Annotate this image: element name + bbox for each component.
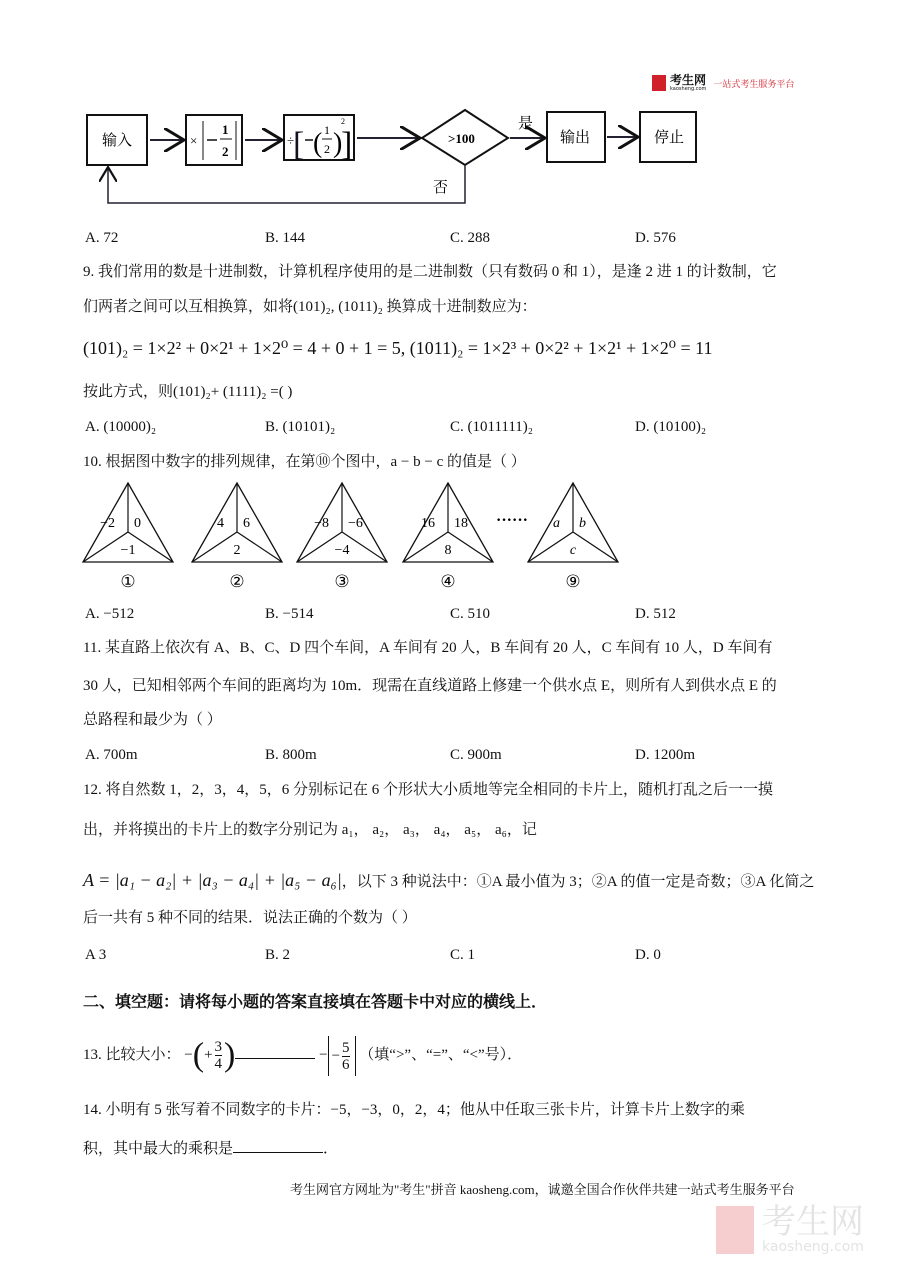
figure-number-label: ④ — [440, 572, 456, 591]
triangle-value-c: −1 — [120, 543, 136, 558]
figure-number-label: ② — [229, 572, 245, 591]
q14-end: ． — [323, 1141, 339, 1157]
triangle-figure — [297, 483, 387, 591]
triangle-value-a: 16 — [421, 516, 435, 531]
q11-option-b[interactable]: B. 800m — [265, 747, 317, 763]
q11-option-a[interactable]: A. 700m — [85, 747, 138, 763]
q9-option-c[interactable]: C. (1011111)₂ — [450, 419, 533, 435]
triangle-divider — [237, 532, 282, 562]
q11-line3: 总路程和最少为（ ） — [83, 712, 222, 728]
step1-denominator: 2 — [222, 144, 229, 159]
q13-minus2: − — [319, 1047, 328, 1063]
q12-option-b[interactable]: B. 2 — [265, 947, 291, 963]
output-label: 输出 — [560, 130, 591, 146]
q11-option-c[interactable]: C. 900m — [450, 747, 502, 763]
triangle-value-b: 0 — [134, 516, 141, 531]
yes-label: 是 — [518, 116, 534, 132]
watermark-mark-icon — [716, 1206, 754, 1254]
q9-formula — [83, 338, 713, 358]
q8-option-a[interactable]: A. 72 — [85, 230, 119, 246]
bracket-right: ] — [341, 126, 353, 163]
q12-line1: 12. 将自然数 1，2，3，4，5，6 分别标记在 6 个形状大小质地等完全相同的卡片上，随机打乱之后一一摸 — [83, 782, 774, 798]
triangle-value-a: 4 — [217, 516, 224, 531]
q14-text: 积，其中最大的乘积是 — [83, 1141, 234, 1157]
paren-left: ( — [313, 128, 323, 159]
triangle-figure — [528, 483, 618, 591]
q8-option-b[interactable]: B. 144 — [265, 230, 306, 246]
q13-abs — [328, 1036, 356, 1076]
figure-number-label: ③ — [334, 572, 350, 591]
footer-text: 考生网官方网址为"考生"拼音 kaosheng.com，诚邀全国合作伙伴共建一站式考生服务平台 — [290, 1182, 795, 1197]
q13-suffix: （填“>”、“=”、“<”号）． — [359, 1047, 523, 1063]
q10-option-a[interactable]: A. −512 — [85, 606, 135, 622]
q11-line2: 30 人，已知相邻两个车间的距离均为 10m．现需在直线道路上修建一个供水点 E，则所有人到供水点 E 的 — [83, 678, 777, 694]
q14-line1: 14. 小明有 5 张写着不同数字的卡片：−5，−3，0，2，4；他从中任取三张卡片，计算卡片上数字的乘 — [83, 1102, 745, 1118]
triangle-value-c: 8 — [444, 543, 452, 558]
triangle-value-a: −2 — [100, 516, 115, 531]
triangle-value-b: b — [579, 516, 586, 531]
q9-option-d[interactable]: D. (10100)₂ — [635, 419, 707, 435]
input-label: 输入 — [102, 133, 133, 149]
q13-num2: 5 — [342, 1039, 350, 1056]
triangle-figure — [83, 483, 173, 591]
stop-label: 停止 — [654, 130, 685, 146]
q12-option-a[interactable]: A 3 — [85, 947, 107, 963]
step2-denominator: 2 — [324, 142, 330, 156]
q13-fraction1 — [215, 1039, 223, 1072]
triangle-value-a: a — [553, 516, 560, 531]
q12-option-d[interactable]: D. 0 — [635, 947, 661, 963]
q13-minus3: − — [331, 1047, 341, 1064]
kaosheng-watermark — [716, 1202, 864, 1255]
q10-option-d[interactable]: D. 512 — [635, 606, 676, 622]
triangle-value-b: 18 — [454, 516, 468, 531]
watermark-domain: kaosheng.com — [762, 1239, 864, 1255]
ellipsis: ······ — [495, 512, 529, 529]
triangle-divider — [573, 532, 618, 562]
no-label: 否 — [433, 180, 449, 196]
q9-formula-b: (1011)₂ = 1×2³ + 0×2² + 1×2¹ + 1×2⁰ = 11 — [409, 338, 713, 358]
multiply-sign: × — [190, 133, 198, 148]
triangle-value-a: −8 — [314, 516, 329, 531]
q14-line2 — [83, 1138, 338, 1159]
q8-option-d[interactable]: D. 576 — [635, 230, 676, 246]
q11-option-d[interactable]: D. 1200m — [635, 747, 695, 763]
step2-exponent: 2 — [341, 117, 345, 126]
divide-sign: ÷ — [287, 133, 295, 148]
q13-num1: 3 — [214, 1039, 223, 1056]
q13-answer-blank[interactable] — [235, 1044, 315, 1059]
triangle-divider — [528, 532, 573, 562]
q10-option-c[interactable]: C. 510 — [450, 606, 491, 622]
q9-formula-a: (101)₂ = 1×2² + 0×2¹ + 1×2⁰ = 4 + 0 + 1 = 5, — [83, 338, 406, 358]
paren-right: ) — [333, 128, 343, 159]
section2-title: 二、填空题：请将每小题的答案直接填在答题卡中对应的横线上． — [83, 994, 548, 1011]
figure-number-label: ⑨ — [565, 572, 581, 591]
q12-option-c[interactable]: C. 1 — [450, 947, 476, 963]
q12-line3-rest: ，以下 3 种说法中：①A 最小值为 3；②A 的值一定是奇数；③A 化简之 — [341, 874, 815, 890]
q12-formula: A = |a₁ − a₂| + |a₃ − a₄| + |a₅ − a₆| — [83, 870, 342, 890]
figure-number-label: ① — [120, 572, 136, 591]
q9-option-b[interactable]: B. (10101)₂ — [265, 419, 336, 435]
triangle-divider — [192, 532, 237, 562]
triangle-value-b: 6 — [243, 516, 250, 531]
q10-triangles — [0, 470, 900, 595]
q13-plus: + — [204, 1047, 213, 1063]
triangle-figure — [192, 483, 282, 591]
q9-line1: 9. 我们常用的数是十进制数，计算机程序使用的是二进制数（只有数码 0 和 1），是逢 2 进 1 的计数制，它 — [83, 264, 777, 280]
q9-line3: 按此方式，则(101)₂+ (1111)₂ =( ) — [83, 384, 293, 400]
q9-option-a[interactable]: A. (10000)₂ — [85, 419, 157, 435]
triangle-value-c: 2 — [233, 543, 241, 558]
triangle-value-c: c — [569, 543, 577, 558]
q9-line2: 们两者之间可以互相换算，如将(101)₂, (1011)₂ 换算成十进制数应为： — [83, 299, 537, 315]
q12-line4: 后一共有 5 种不同的结果．说法正确的个数为（ ） — [83, 910, 417, 926]
bracket-left: [ — [293, 126, 305, 163]
q13-den1: 4 — [214, 1056, 223, 1073]
q10-stem: 10. 根据图中数字的排列规律，在第⑩个图中，a − b − c 的值是（ ） — [83, 454, 526, 470]
q10-option-b[interactable]: B. −514 — [265, 606, 314, 622]
logo-domain: kaosheng.com — [670, 86, 707, 92]
triangle-value-c: −4 — [334, 543, 350, 558]
q13-fraction2 — [342, 1040, 350, 1073]
q12-line2: 出，并将摸出的卡片上的数字分别记为 a₁， a₂， a₃， a₄， a₅， a₆，记 — [83, 822, 537, 838]
q14-answer-blank[interactable] — [233, 1138, 323, 1153]
triangle-figure — [403, 483, 493, 591]
logo-name: 考生网 — [670, 73, 707, 87]
q11-line1: 11. 某直路上依次有 A、B、C、D 四个车间，A 车间有 20 人，B 车间有 20 人，C 车间有 10 人，D 车间有 — [83, 640, 773, 656]
watermark-name: 考生网 — [762, 1202, 864, 1242]
triangle-divider — [448, 532, 493, 562]
q13: 13. 比较大小： −(+ $\frac{3}{4}$ ) − − $\frac{5}{6}$ （填“>”、“=”、“<”号）． — [83, 1036, 523, 1074]
flowchart — [0, 0, 900, 205]
logo-slogan: 一站式考生服务平台 — [713, 79, 795, 90]
q13-prefix: 13. 比较大小： — [83, 1047, 181, 1063]
q12-line3 — [83, 870, 814, 892]
triangle-divider — [403, 532, 448, 562]
q8-option-c[interactable]: C. 288 — [450, 230, 491, 246]
q13-den2: 6 — [342, 1056, 350, 1073]
condition-label: >100 — [448, 131, 475, 146]
q13-minus1: − — [184, 1047, 193, 1063]
triangle-value-b: −6 — [348, 516, 363, 531]
step2-numerator: 1 — [324, 123, 330, 137]
step1-numerator: 1 — [222, 122, 229, 137]
